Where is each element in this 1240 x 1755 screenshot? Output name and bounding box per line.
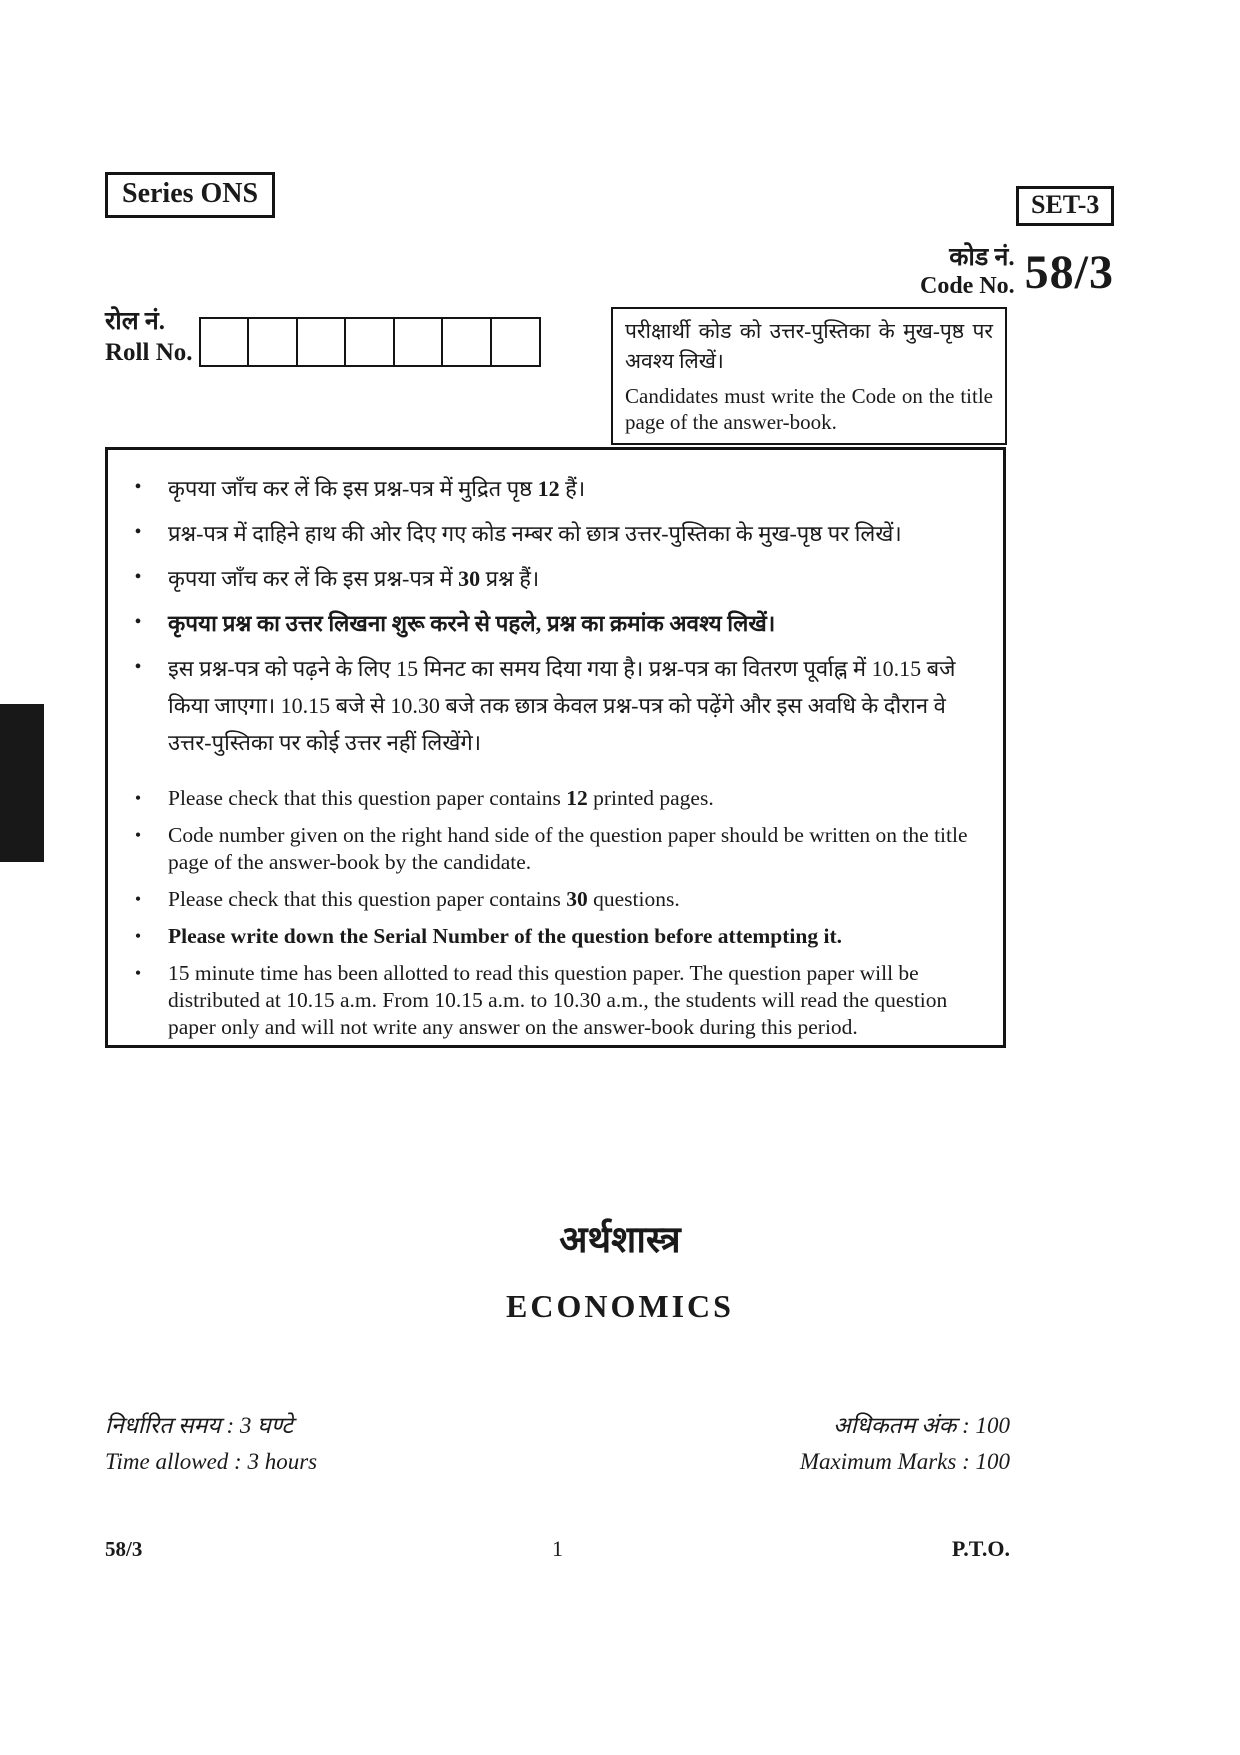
- instruction-text-segment: Code number given on the right hand side of the question paper should be written on the title page of the answer-book by the candidate.: [168, 823, 968, 874]
- footer-paper-code: 58/3: [105, 1537, 143, 1561]
- instruction-text-segment: 15 minute time has been allotted to read this question paper. The question paper will be distributed at 10.15 a.m. From 10.15 a.m. to 10.30 a.m., the students will read the question paper only and will not write any answer on the answer-book during this period.: [168, 961, 948, 1039]
- bullet-icon: •: [134, 788, 142, 808]
- instruction-text-segment: हैं।: [559, 476, 586, 501]
- instruction-text-segment: Please write down the Serial Number of the question before attempting it.: [168, 924, 842, 948]
- maximum-marks-english: Maximum Marks : 100: [799, 1449, 1010, 1474]
- roll-label-hindi: रोल नं.: [105, 308, 166, 335]
- exam-meta: [105, 1408, 1010, 1480]
- bullet-icon: •: [134, 476, 142, 498]
- roll-label-english: Roll No.: [105, 339, 193, 367]
- roll-number-cell: [490, 317, 541, 367]
- instruction-text-segment: 12: [537, 476, 560, 501]
- roll-number-cell: [247, 317, 298, 367]
- instruction-text-segment: Please check that this question paper contains: [168, 887, 567, 911]
- code-number-group: [920, 244, 1114, 300]
- code-notice-hindi: परीक्षार्थी कोड को उत्तर-पुस्तिका के मुख-पृष्ठ पर अवश्य लिखें।: [625, 319, 993, 373]
- subject-title-english: ECONOMICS: [506, 1288, 734, 1324]
- meta-row-english: [105, 1444, 1010, 1480]
- instruction-text: [168, 960, 979, 1041]
- instruction-text: [168, 822, 979, 876]
- roll-number-cell: [393, 317, 444, 367]
- instruction-item: [108, 785, 979, 812]
- bullet-icon: •: [134, 825, 142, 845]
- instruction-item: [108, 515, 979, 552]
- instruction-item: [108, 605, 979, 642]
- roll-number-cell: [344, 317, 395, 367]
- time-allowed-english: Time allowed : 3 hours: [105, 1449, 318, 1474]
- instruction-text-segment: 30: [566, 887, 588, 911]
- instruction-item: [108, 470, 979, 507]
- instruction-text-segment: 12: [566, 786, 588, 810]
- maximum-marks-hindi: अधिकतम अंक : 100: [833, 1413, 1010, 1438]
- page-footer: [105, 1536, 1010, 1562]
- bullet-icon: •: [134, 889, 142, 909]
- roll-number-cell: [441, 317, 492, 367]
- code-notice-english: Candidates must write the Code on the title page of the answer-book.: [625, 384, 993, 434]
- roll-number-labels: [105, 306, 193, 369]
- series-box: [105, 172, 275, 218]
- code-label-hindi: कोड नं.: [949, 244, 1015, 271]
- instruction-text: [168, 886, 979, 913]
- binding-mark: [0, 704, 44, 862]
- bullet-icon: •: [134, 926, 142, 946]
- meta-row-hindi: [105, 1408, 1010, 1444]
- roll-number-cell: [296, 317, 347, 367]
- instructions-english-list: [108, 785, 979, 1041]
- set-label: SET-3: [1031, 190, 1100, 219]
- instructions-hindi-list: [108, 470, 979, 761]
- roll-number-cell: [199, 317, 250, 367]
- general-instructions-box: [105, 447, 1006, 1048]
- instruction-text: [168, 515, 979, 552]
- bullet-icon: •: [134, 656, 142, 678]
- roll-number-row: [105, 306, 541, 369]
- instruction-item: [108, 650, 979, 761]
- instruction-item: [108, 886, 979, 913]
- instruction-text-segment: कृपया जाँच कर लें कि इस प्रश्न-पत्र में: [168, 566, 459, 591]
- bullet-icon: •: [134, 521, 142, 543]
- instruction-text: [168, 923, 979, 950]
- instruction-text-segment: प्रश्न हैं।: [480, 566, 540, 591]
- code-number-value: 58/3: [1024, 245, 1114, 299]
- instruction-text-segment: कृपया जाँच कर लें कि इस प्रश्न-पत्र में मुद्रित पृष्ठ: [168, 476, 538, 501]
- instruction-text: [168, 560, 979, 597]
- series-label: Series ONS: [122, 178, 259, 209]
- instruction-item: [108, 822, 979, 876]
- code-label-english: Code No.: [919, 272, 1015, 299]
- instruction-item: [108, 923, 979, 950]
- instruction-item: [108, 960, 979, 1041]
- bullet-icon: •: [134, 611, 142, 633]
- candidate-code-notice-box: [611, 307, 1007, 445]
- roll-number-cells: [199, 317, 541, 367]
- page-number: 1: [551, 1536, 563, 1561]
- pto-label: P.T.O.: [951, 1536, 1010, 1561]
- code-number-labels: [920, 244, 1015, 300]
- set-box: [1016, 186, 1114, 226]
- instruction-text-segment: questions.: [587, 887, 680, 911]
- instruction-text-segment: कृपया प्रश्न का उत्तर लिखना शुरू करने से पहले, प्रश्न का क्रमांक अवश्य लिखें।: [168, 611, 776, 636]
- instruction-text: [168, 605, 979, 642]
- instruction-text-segment: 30: [458, 566, 481, 591]
- instruction-text: [168, 470, 979, 507]
- bullet-icon: •: [134, 963, 142, 983]
- instruction-text-segment: Please check that this question paper contains: [168, 786, 567, 810]
- instruction-text-segment: प्रश्न-पत्र में दाहिने हाथ की ओर दिए गए कोड नम्बर को छात्र उत्तर-पुस्तिका के मुख-पृष्ठ पर लिखें।: [168, 521, 902, 546]
- time-allowed-hindi: निर्धारित समय : 3 घण्टे: [105, 1413, 293, 1438]
- instruction-item: [108, 560, 979, 597]
- instruction-text: [168, 650, 979, 761]
- bullet-icon: •: [134, 566, 142, 588]
- instruction-text-segment: printed pages.: [587, 786, 714, 810]
- instruction-text-segment: इस प्रश्न-पत्र को पढ़ने के लिए 15 मिनट का समय दिया गया है। प्रश्न-पत्र का वितरण पूर्वाह्न में 10.15 बजे किया जाएगा। 10.15 बजे से 10.30 बजे तक छात्र केवल प्रश्न-पत्र को पढ़ेंगे और इस अवधि के दौरान वे उत्तर-पुस्तिका पर कोई उत्तर नहीं लिखेंगे।: [168, 656, 956, 755]
- instruction-text: [168, 785, 979, 812]
- subject-title-hindi: अर्थशास्त्र: [559, 1220, 681, 1261]
